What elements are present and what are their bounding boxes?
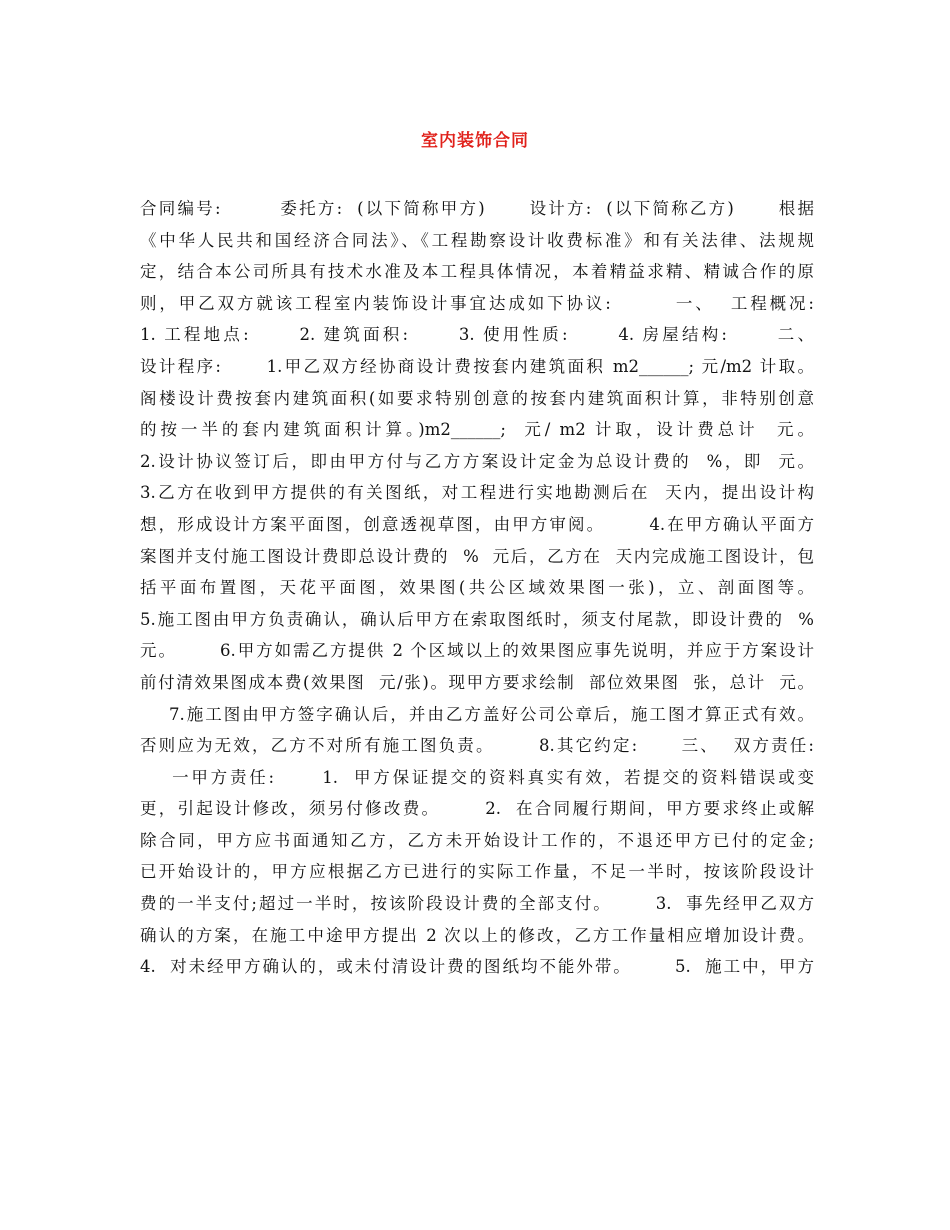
paragraph-line: 一甲方责任: 1. 甲方保证提交的资料真实有效，若提交的资料错误或变	[140, 767, 814, 787]
paragraph-line: 确认的方案，在施工中途甲方提出 2 次以上的修改，乙方工作量相应增加设计费。	[140, 925, 814, 945]
paragraph-line: 则，甲乙双方就该工程室内装饰设计事宜达成如下协议: 一、 工程概况:	[140, 293, 814, 313]
paragraph-line: 更，引起设计修改，须另付修改费。 2. 在合同履行期间，甲方要求终止或解	[140, 799, 814, 819]
paragraph-line: 除合同，甲方应书面通知乙方，乙方未开始设计工作的，不退还甲方已付的定金;	[140, 830, 814, 850]
paragraph-line: 括平面布置图，天花平面图，效果图(共公区域效果图一张)，立、剖面图等。	[140, 578, 814, 598]
paragraph-line: 想，形成设计方案平面图，创意透视草图，由甲方审阅。 4.在甲方确认平面方	[140, 514, 814, 534]
document-body	[140, 193, 814, 983]
paragraph-line: 1. 工程地点: 2. 建筑面积: 3. 使用性质: 4. 房屋结构: 二、	[140, 325, 814, 345]
paragraph-line: 4. 对未经甲方确认的，或未付清设计费的图纸均不能外带。 5. 施工中，甲方	[140, 957, 814, 977]
paragraph-line: 《中华人民共和国经济合同法》、《工程勘察设计收费标准》和有关法律、法规规	[140, 230, 814, 250]
document-title: 室内装饰合同	[421, 131, 529, 151]
paragraph-line: 设计程序: 1.甲乙双方经协商设计费按套内建筑面积 m2______; 元/m2 计取。	[140, 356, 814, 376]
paragraph-line: 已开始设计的，甲方应根据乙方已进行的实际工作量，不足一半时，按该阶段设计	[140, 862, 814, 882]
paragraph-line: 定，结合本公司所具有技术水准及本工程具体情况，本着精益求精、精诚合作的原	[140, 262, 814, 282]
paragraph-line: 合同编号: 委托方: (以下简称甲方) 设计方: (以下简称乙方) 根据	[140, 199, 814, 218]
paragraph-line: 阁楼设计费按套内建筑面积(如要求特别创意的按套内建筑面积计算，非特别创意	[140, 388, 814, 408]
paragraph-line: 3.乙方在收到甲方提供的有关图纸，对工程进行实地勘测后在 天内，提出设计构	[140, 483, 814, 503]
paragraph-line: 前付清效果图成本费(效果图 元/张)。现甲方要求绘制 部位效果图 张，总计 元。	[140, 672, 814, 692]
paragraph-line: 的按一半的套内建筑面积计算。)m2______; 元/ m2 计取，设计费总计 元。	[140, 420, 814, 440]
paragraph-line: 7.施工图由甲方签字确认后，并由乙方盖好公司公章后，施工图才算正式有效。	[140, 704, 814, 724]
paragraph-line: 2.设计协议签订后，即由甲方付与乙方方案设计定金为总设计费的 %，即 元。	[140, 451, 814, 471]
paragraph-line: 费的一半支付;超过一半时，按该阶段设计费的全部支付。 3. 事先经甲乙双方	[140, 894, 814, 914]
paragraph-line: 5.施工图由甲方负责确认，确认后甲方在索取图纸时，须支付尾款，即设计费的 %	[140, 609, 814, 629]
paragraph-line: 案图并支付施工图设计费即总设计费的 % 元后，乙方在 天内完成施工图设计，包	[140, 546, 814, 566]
paragraph-line: 元。 6.甲方如需乙方提供 2 个区域以上的效果图应事先说明，并应于方案设计	[140, 641, 814, 661]
paragraph-line: 否则应为无效，乙方不对所有施工图负责。 8.其它约定: 三、 双方责任:	[140, 736, 814, 756]
